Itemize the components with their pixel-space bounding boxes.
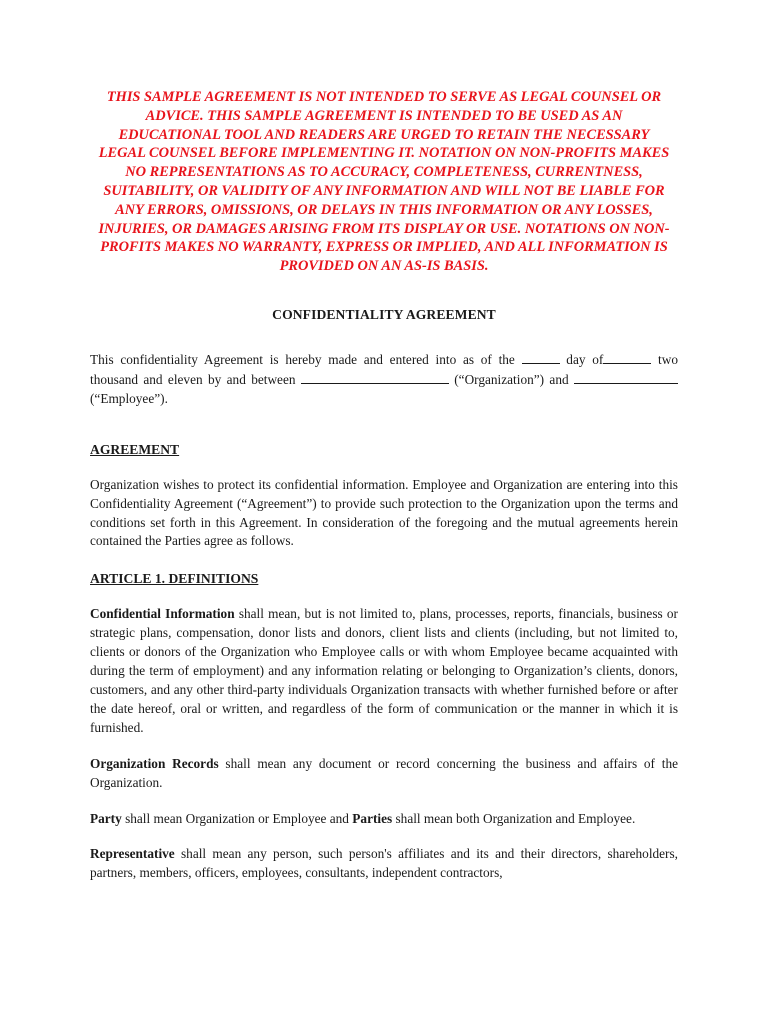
definition-text: shall mean any document or record concerning the business and affairs of the Organization.: [90, 755, 678, 790]
definition-party: [90, 810, 678, 829]
definition-text: shall mean both Organization and Employee.: [392, 810, 636, 826]
day-blank: [522, 351, 560, 364]
definition-representative: [90, 845, 678, 883]
definition-organization-records: [90, 755, 678, 793]
intro-text-2: day of: [559, 351, 604, 367]
intro-text-1: This confidentiality Agreement is hereby made and entered into as of the: [90, 351, 522, 367]
intro-text-5: (“Employee”).: [90, 391, 168, 407]
organization-blank: [301, 371, 449, 384]
article-1-heading: ARTICLE 1. DEFINITIONS: [90, 571, 259, 587]
term-confidential-information: Confidential Information: [90, 606, 235, 622]
term-organization-records: Organization Records: [90, 755, 219, 771]
definition-text: shall mean, but is not limited to, plans, processes, reports, financials, business or strategic plans, compensation, donor lists and donors, client lists and clients (including, but not limited to, clients or donors of the Organization who Employee calls or with whom Employee became acquainted with during the term of employment) and any information relating or belonging to Organization’s clients, donors, customers, and any other third-party individuals Organization transacts with whether furnished before or after the date hereof, oral or written, and regardless of the form of communication or the manner in which it is furnished.: [90, 606, 678, 735]
agreement-heading: AGREEMENT: [90, 441, 180, 457]
employee-blank: [574, 371, 678, 384]
intro-text-4: (“Organization”) and: [448, 371, 574, 387]
definition-confidential-information: [90, 605, 678, 737]
definition-text: shall mean Organization or Employee and: [121, 810, 353, 826]
term-representative: Representative: [90, 846, 175, 862]
definition-text: shall mean any person, such person's affiliates and its and their directors, shareholders, partners, members, officers, employees, consultants, independent contractors,: [90, 846, 678, 881]
intro-text-3: two thousand and eleven by and between: [90, 351, 678, 387]
term-parties: Parties: [352, 810, 393, 826]
legal-disclaimer: THIS SAMPLE AGREEMENT IS NOT INTENDED TO SERVE AS LEGAL COUNSEL OR ADVICE. THIS SAMPLE AGREEMENT IS INTENDED TO BE USED AS AN EDUCATIONAL TOOL AND READERS ARE URGED TO RETAIN THE NECESSARY LEGAL COUNSEL BEFORE IMPLEMENTING IT. NOTATION ON NON-PROFITS MAKES NO REPRESENTATIONS AS TO ACCURACY, COMPLETENESS, CURRENTNESS, SUITABILITY, OR VALIDITY OF ANY INFORMATION AND WILL NOT BE LIABLE FOR ANY ERRORS, OMISSIONS, OR DELAYS IN THIS INFORMATION OR ANY LOSSES, INJURIES, OR DAMAGES ARISING FROM ITS DISPLAY OR USE. NOTATIONS ON NON-PROFITS MAKES NO WARRANTY, EXPRESS OR IMPLIED, AND ALL INFORMATION IS PROVIDED ON AN AS-IS BASIS.: [98, 89, 670, 275]
month-blank: [603, 351, 651, 364]
term-party: Party: [90, 810, 122, 826]
agreement-paragraph: Organization wishes to protect its confidential information. Employee and Organization are entering into this Confidentiality Agreement (“Agreement”) to provide such protection to the Organization upon the terms and conditions set forth in this Agreement. In consideration of the foregoing and the mutual agreements herein contained the Parties agree as follows.: [90, 476, 678, 549]
document-title: CONFIDENTIALITY AGREEMENT: [272, 306, 496, 322]
intro-paragraph: [90, 350, 678, 409]
